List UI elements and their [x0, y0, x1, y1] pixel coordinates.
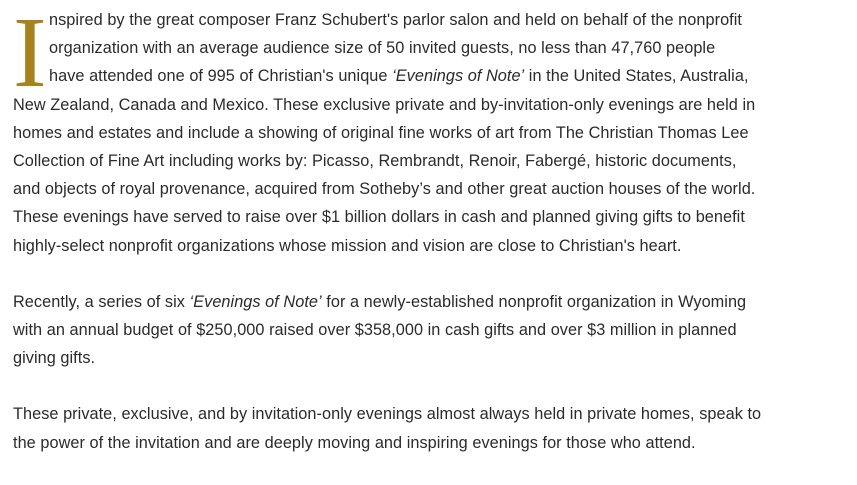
text-run: have attended one of 995 of Christian's unique — [49, 67, 393, 86]
text-run: in the United States, Australia, — [524, 67, 749, 86]
event-title-emphasis: ‘Evenings of Note’ — [189, 292, 322, 311]
event-title-emphasis: ‘Evenings of Note’ — [392, 67, 525, 86]
paragraph-line: giving gifts. — [13, 349, 96, 368]
paragraph-wyoming — [13, 288, 849, 373]
paragraph-line — [13, 62, 849, 90]
text-run: for a newly-established nonprofit organization in Wyoming — [321, 292, 747, 311]
paragraph-line: nspired by the great composer Franz Schubert's parlor salon and held on behalf of the nonprofit — [49, 11, 742, 29]
paragraph-intro — [13, 0, 849, 260]
paragraph-line: the power of the invitation and are deeply moving and inspiring evenings for those who attend. — [13, 433, 696, 452]
paragraph-line: These evenings have served to raise over $1 billion dollars in cash and planned giving gifts to benefit — [13, 208, 745, 227]
paragraph-line: Collection of Fine Art including works by: Picasso, Rembrandt, Renoir, Fabergé, historic documents, — [13, 152, 737, 171]
paragraph-line — [13, 288, 849, 316]
paragraph-line: New Zealand, Canada and Mexico. These exclusive private and by-invitation-only evenings are held in — [13, 95, 756, 114]
paragraph-line: These private, exclusive, and by invitation-only evenings almost always held in private homes, speak to — [13, 405, 762, 424]
paragraph-line: highly-select nonprofit organizations whose mission and vision are close to Christian's heart. — [13, 236, 682, 255]
drop-cap-letter: I — [13, 0, 47, 108]
article-body — [13, 0, 849, 485]
paragraph-closing — [13, 400, 849, 456]
paragraph-line: and objects of royal provenance, acquired from Sotheby’s and other great auction houses of the world. — [13, 180, 756, 199]
text-run: Recently, a series of six — [13, 292, 190, 311]
paragraph-line: with an annual budget of $250,000 raised over $358,000 in cash gifts and over $3 million in planned — [13, 321, 737, 340]
paragraph-line: organization with an average audience size of 50 invited guests, no less than 47,760 people — [49, 39, 716, 58]
paragraph-line: homes and estates and include a showing of original fine works of art from The Christian Thomas Lee — [13, 123, 749, 142]
